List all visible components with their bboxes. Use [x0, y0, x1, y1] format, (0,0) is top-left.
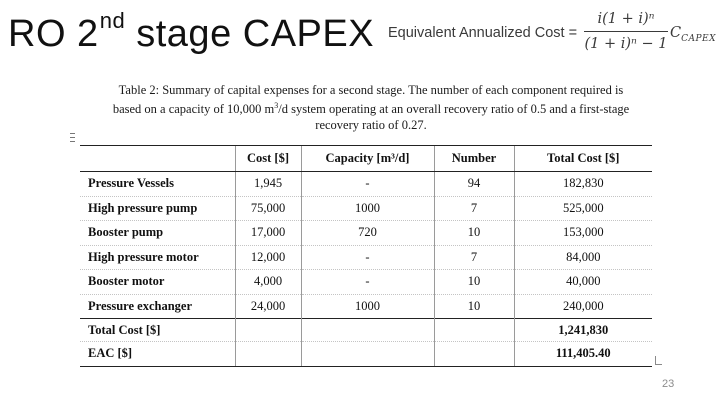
total-cost: 182,830	[514, 172, 652, 197]
count: 10	[434, 221, 514, 246]
unit-cost: 17,000	[235, 221, 301, 246]
unit-cost: 24,000	[235, 294, 301, 319]
table-row	[80, 270, 652, 295]
count: 7	[434, 196, 514, 221]
title-suffix: stage CAPEX	[125, 13, 375, 55]
table-row	[80, 172, 652, 197]
total-cost: 525,000	[514, 196, 652, 221]
table-row	[80, 221, 652, 246]
total-cost-label: Total Cost [$]	[80, 319, 235, 342]
count: 10	[434, 270, 514, 295]
crop-mark	[655, 356, 662, 365]
component-name: Pressure exchanger	[80, 294, 235, 319]
caption-line-1: Table 2: Summary of capital expenses for a second stage. The number of each component required is	[118, 83, 624, 97]
count: 94	[434, 172, 514, 197]
table-row	[80, 196, 652, 221]
table-row	[80, 294, 652, 319]
formula-fraction	[584, 8, 668, 55]
header-cost: Cost [$]	[235, 146, 301, 172]
unit-cost: 12,000	[235, 245, 301, 270]
slide-title	[8, 8, 374, 56]
capacity: 720	[301, 221, 434, 246]
table-row	[80, 245, 652, 270]
formula-denominator: (1 + i)ⁿ − 1	[584, 36, 668, 52]
eac-formula	[388, 6, 718, 64]
header-component	[80, 146, 235, 172]
caption-line-2-post: /d system operating at an overall recovery ratio of 0.5 and a first-stage	[278, 102, 630, 117]
eac-value: 111,405.40	[514, 342, 652, 367]
caption-line-3: recovery ratio of 0.27.	[315, 118, 427, 133]
component-name: Pressure Vessels	[80, 172, 235, 197]
capacity: -	[301, 245, 434, 270]
eac-label: EAC [$]	[80, 342, 235, 367]
component-name: Booster pump	[80, 221, 235, 246]
eac-row	[80, 342, 652, 367]
capex-table	[80, 145, 652, 367]
capex-table-container	[80, 145, 652, 367]
formula-rhs-symbol: C	[670, 25, 682, 41]
table-caption	[84, 82, 658, 133]
margin-mark	[70, 133, 75, 134]
caption-line-2-sup: 3	[274, 101, 279, 110]
header-capacity: Capacity [m³/d]	[301, 146, 434, 172]
page-number: 23	[662, 378, 675, 390]
caption-line-2	[84, 98, 658, 117]
formula-lhs: Equivalent Annualized Cost =	[388, 25, 578, 41]
component-name: High pressure motor	[80, 245, 235, 270]
total-cost: 40,000	[514, 270, 652, 295]
total-cost: 84,000	[514, 245, 652, 270]
total-cost: 153,000	[514, 221, 652, 246]
unit-cost: 4,000	[235, 270, 301, 295]
title-prefix: RO 2	[8, 13, 99, 55]
capacity: 1000	[301, 294, 434, 319]
margin-mark	[70, 137, 75, 138]
total-cost-value: 1,241,830	[514, 319, 652, 342]
formula-rhs	[670, 25, 716, 44]
header-total-cost: Total Cost [$]	[514, 146, 652, 172]
fraction-bar	[584, 31, 668, 32]
header-number: Number	[434, 146, 514, 172]
unit-cost: 1,945	[235, 172, 301, 197]
formula-numerator: i(1 + i)ⁿ	[597, 11, 655, 27]
capacity: -	[301, 270, 434, 295]
unit-cost: 75,000	[235, 196, 301, 221]
component-name: Booster motor	[80, 270, 235, 295]
component-name: High pressure pump	[80, 196, 235, 221]
capacity: 1000	[301, 196, 434, 221]
caption-line-2-pre: based on a capacity of 10,000 m	[112, 102, 275, 117]
capacity: -	[301, 172, 434, 197]
count: 10	[434, 294, 514, 319]
title-superscript: nd	[99, 8, 126, 33]
formula-rhs-subscript: CAPEX	[681, 33, 717, 44]
total-cost-row	[80, 319, 652, 342]
total-cost: 240,000	[514, 294, 652, 319]
count: 7	[434, 245, 514, 270]
table-header-row	[80, 146, 652, 172]
margin-mark	[70, 141, 75, 142]
